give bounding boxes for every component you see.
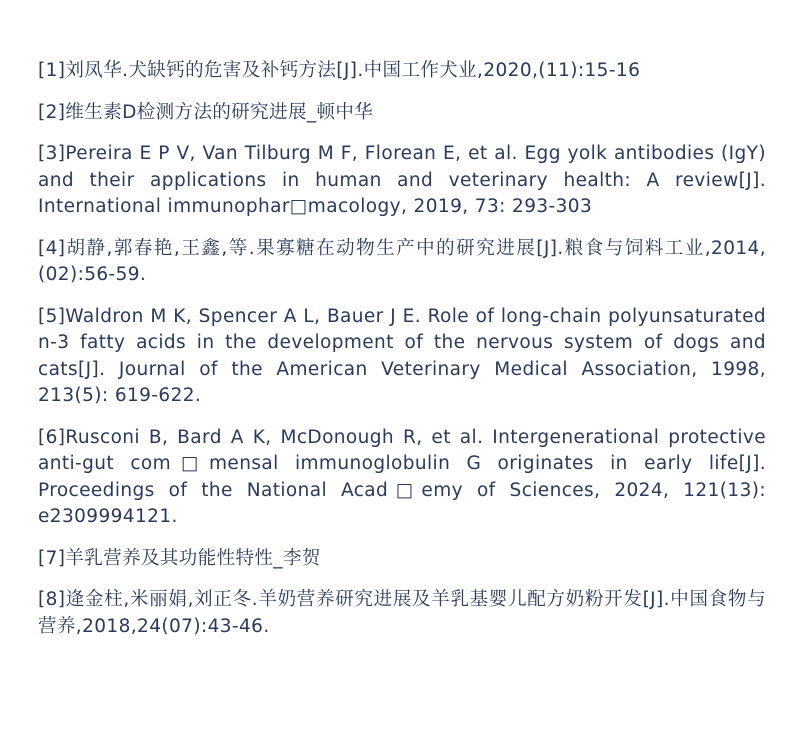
reference-list xyxy=(38,58,766,655)
reference-item-1: [1]刘凤华.犬缺钙的危害及补钙方法[J].中国工作犬业,2020,(11):15-16 xyxy=(38,60,641,81)
reference-item-6: [6]Rusconi B, Bard A K, McDonough R, et al. Intergenerational protective anti-gut com□mensal immunoglobulin G originates in early life[J]. Proceedings of the National Acad□emy of Sciences, 2024, 121(13): e2309994121. xyxy=(38,426,766,527)
reference-item-7: [7]羊乳营养及其功能性特性_李贺 xyxy=(38,547,321,569)
reference-item-8: [8]逄金柱,米丽娟,刘正冬.羊奶营养研究进展及羊乳基婴儿配方奶粉开发[J].中国食物与营养,2018,24(07):43-46. xyxy=(38,589,766,637)
reference-item-2: [2]维生素D检测方法的研究进展_顿中华 xyxy=(38,101,374,123)
reference-item-4: [4]胡静,郭春艳,王鑫,等.果寡糖在动物生产中的研究进展[J].粮食与饲料工业,2014,(02):56-59. xyxy=(38,237,766,285)
reference-item-3: [3]Pereira E P V, Van Tilburg M F, Florean E, et al. Egg yolk antibodies (IgY) and their applications in human and veterinary health: A review[J]. International immunophar□macology, 2019, 73: 293-303 xyxy=(38,143,766,217)
reference-item-5: [5]Waldron M K, Spencer A L, Bauer J E. Role of long-chain polyunsaturated n-3 fatty acids in the development of the nervous system of dogs and cats[J]. Journal of the American Veterinary Medical Association, 1998, 213(5): 619-622. xyxy=(38,305,766,406)
